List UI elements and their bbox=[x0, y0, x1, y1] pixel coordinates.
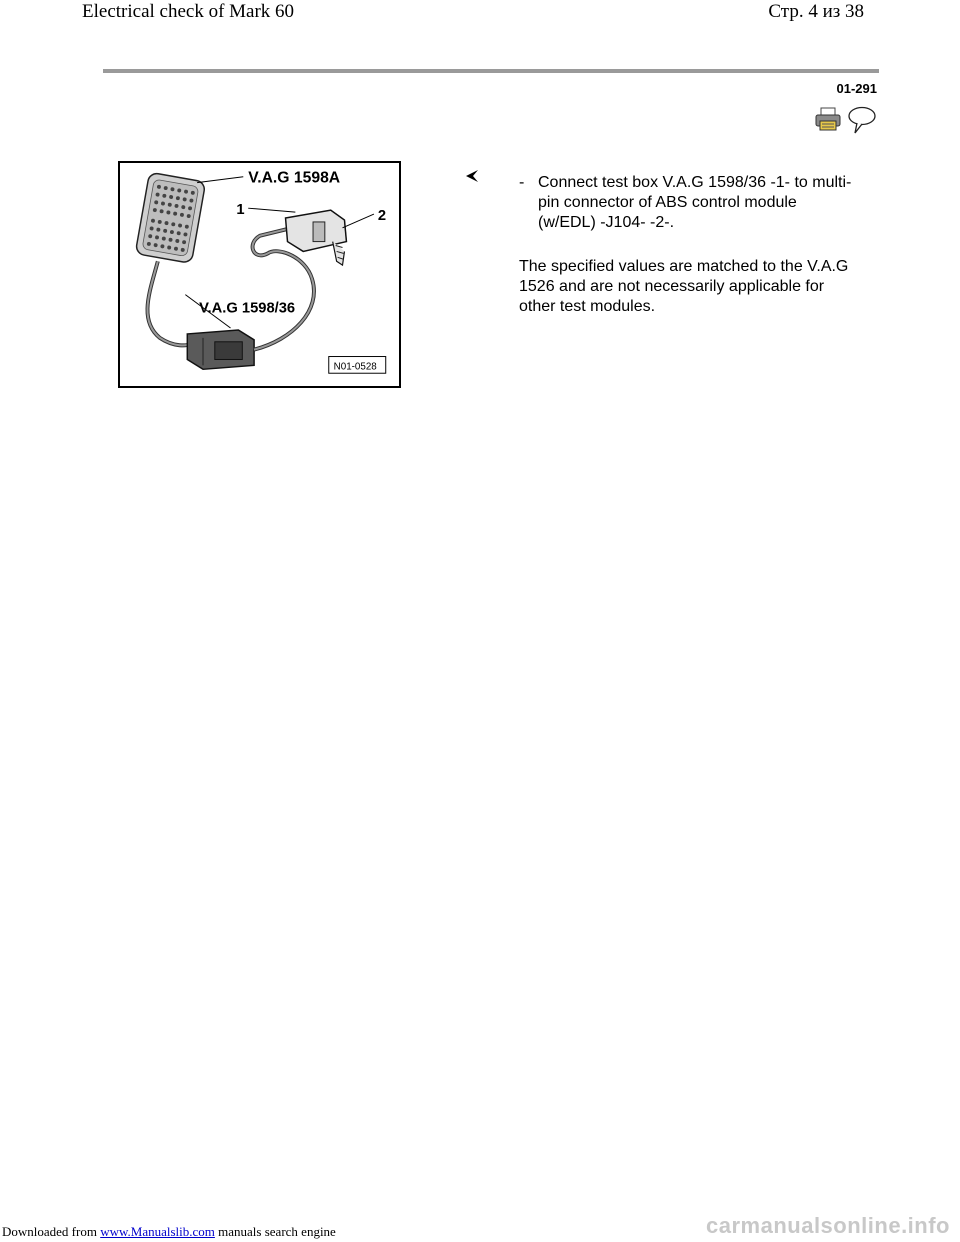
instruction-step bbox=[519, 173, 859, 233]
label-item-2: 2 bbox=[377, 207, 387, 224]
label-vag-1598a: V.A.G 1598A bbox=[248, 169, 341, 187]
document-title: Electrical check of Mark 60 bbox=[82, 1, 295, 22]
page-indicator: Стр. 4 из 38 bbox=[768, 1, 864, 22]
download-footer bbox=[2, 1224, 336, 1240]
site-watermark: carmanualsonline.info bbox=[706, 1213, 950, 1238]
document-code: 01-291 bbox=[836, 81, 877, 96]
speech-bubble-icon[interactable] bbox=[847, 106, 877, 134]
step-text: Connect test box V.A.G 1598/36 -1- to multi-pin connector of ABS control module (w/EDL) -J104- -2-. bbox=[538, 174, 852, 231]
print-icon[interactable] bbox=[815, 107, 841, 131]
instruction-note: The specified values are matched to the V.A.G 1526 and are not necessarily applicable for other test modules. bbox=[519, 258, 849, 315]
label-item-1: 1 bbox=[236, 202, 245, 219]
footer-suffix: manuals search engine bbox=[214, 1224, 336, 1239]
step-dash: - bbox=[519, 174, 525, 191]
test-box-illustration bbox=[118, 161, 401, 388]
arrow-left-icon bbox=[464, 168, 480, 184]
manualslib-link[interactable]: www.Manualslib.com bbox=[100, 1224, 215, 1239]
figure-reference: N01-0528 bbox=[333, 361, 377, 373]
header-divider bbox=[103, 69, 879, 73]
label-vag-1598-36: V.A.G 1598/36 bbox=[199, 300, 296, 317]
footer-prefix: Downloaded from bbox=[2, 1224, 101, 1239]
